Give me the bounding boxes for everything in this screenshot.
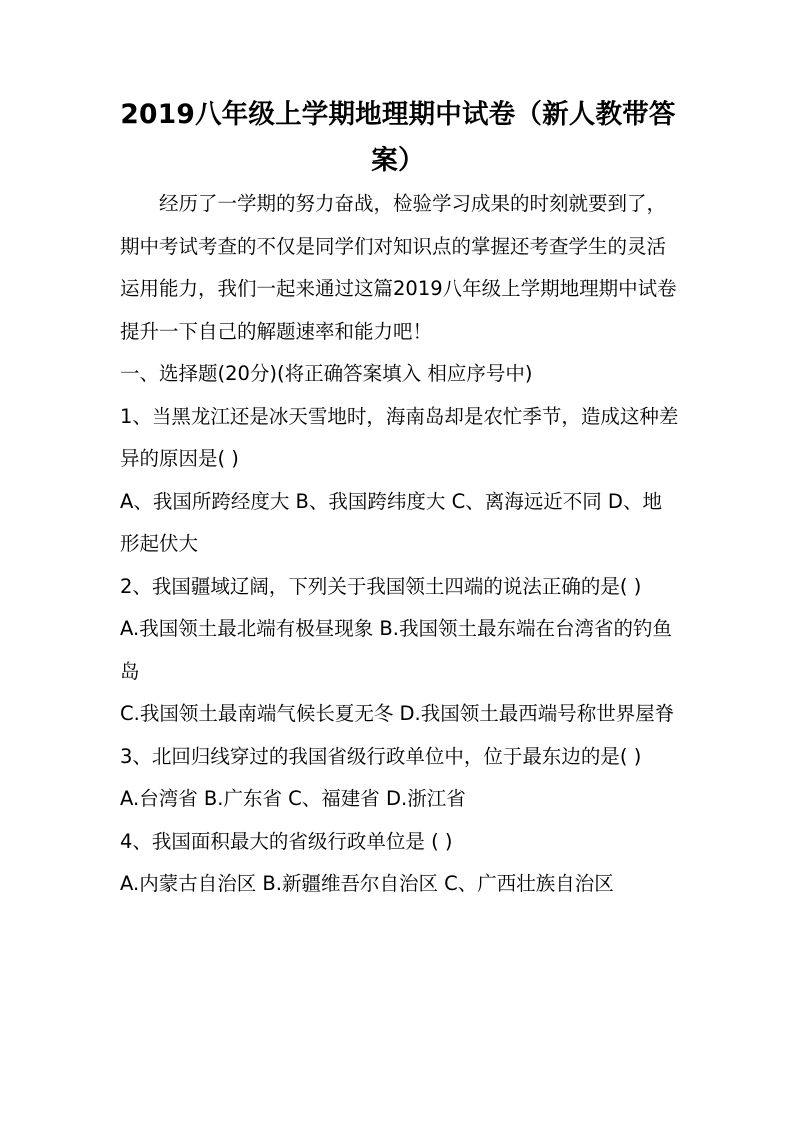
document-title: 2019八年级上学期地理期中试卷（新人教带答案） [120, 99, 676, 176]
question-1-options: A、我国所跨经度大 B、我国跨纬度大 C、离海远近不同 D、地形起伏大 [120, 489, 662, 555]
question-2-options-ab: A.我国领土最北端有极昼现象 B.我国领土最东端在台湾省的钓鱼岛 [120, 617, 672, 683]
intro-paragraph: 经历了一学期的努力奋战，检验学习成果的时刻就要到了，期中考试考查的不仅是同学们对知识点的掌握还考查学生的灵活运用能力，我们一起来通过这篇2019八年级上学期地理期中试卷提升一下自己的解题速率和能力吧！ [120, 192, 677, 343]
question-1-stem: 1、当黑龙江还是冰天雪地时，海南岛却是农忙季节，造成这种差异的原因是( ) [120, 404, 679, 470]
question-2-options-cd: C.我国领土最南端气候长夏无冬 D.我国领土最西端号称世界屋脊 [120, 702, 675, 725]
question-4-options: A.内蒙古自治区 B.新疆维吾尔自治区 C、广西壮族自治区 [120, 872, 614, 895]
question-3-stem: 3、北回归线穿过的我国省级行政单位中，位于最东边的是( ) [120, 744, 642, 768]
document-body [120, 183, 680, 906]
question-2-stem: 2、我国疆域辽阔，下列关于我国领土四端的说法正确的是( ) [120, 574, 642, 598]
question-4-stem: 4、我国面积最大的省级行政单位是 ( ) [120, 829, 453, 853]
question-3-options: A.台湾省 B.广东省 C、福建省 D.浙江省 [120, 787, 466, 810]
section-heading: 一、选择题(20分)(将正确答案填入 相应序号中) [120, 362, 533, 385]
